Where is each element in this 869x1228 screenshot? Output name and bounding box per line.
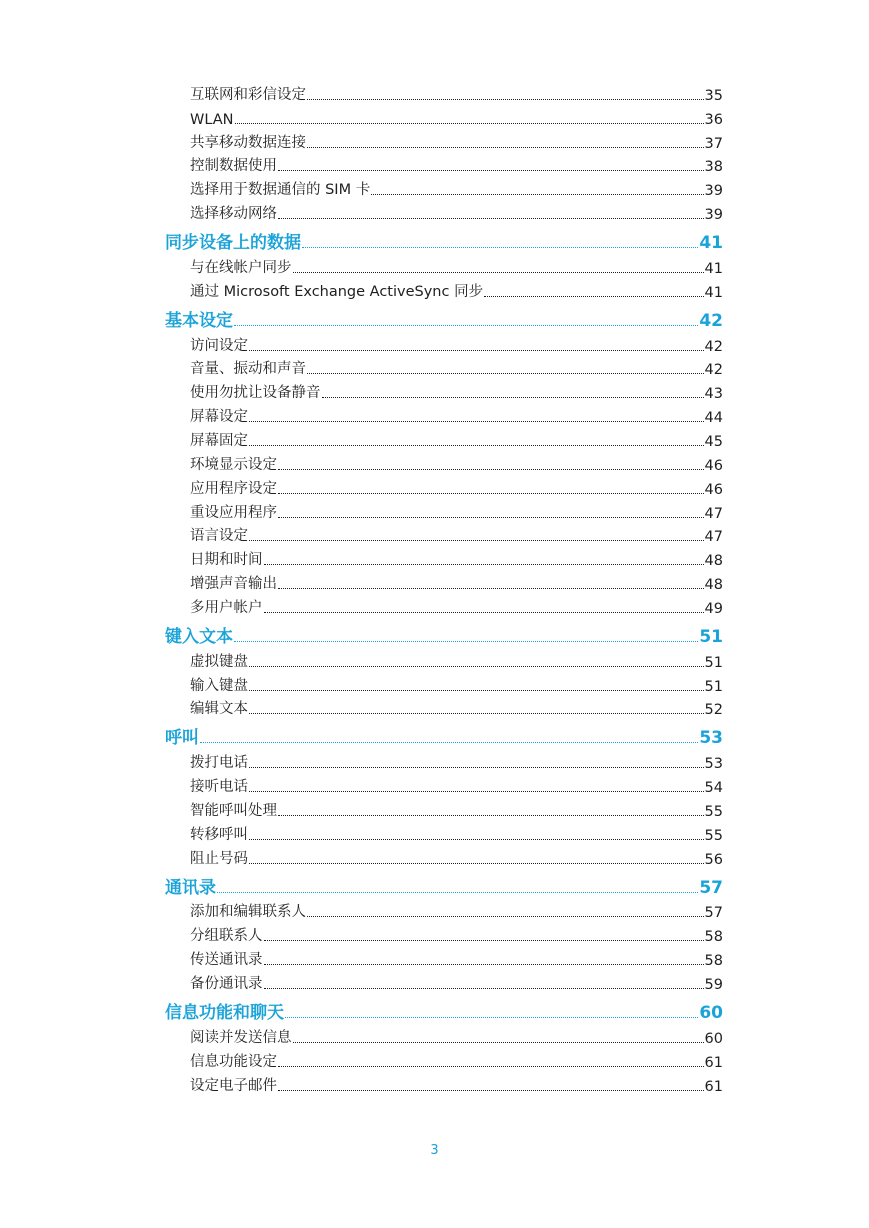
toc-entry-title: 语言设定: [190, 528, 248, 545]
dot-leader: [307, 99, 704, 100]
toc-entry-title: 阻止号码: [190, 850, 248, 867]
toc-entry-title: 基本设定: [165, 310, 233, 331]
dot-leader: [264, 940, 704, 941]
dot-leader: [264, 988, 704, 989]
toc-entry[interactable]: [165, 796, 723, 820]
toc-entry-title: 选择用于数据通信的 SIM 卡: [190, 182, 371, 199]
dot-leader: [249, 767, 704, 768]
toc-entry-page: 51: [699, 626, 723, 647]
toc-entry[interactable]: [165, 378, 723, 402]
toc-entry-title: 与在线帐户同步: [190, 259, 292, 276]
toc-entry-page: 41: [704, 284, 723, 301]
toc-entry-page: 46: [704, 457, 723, 474]
toc-entry[interactable]: [165, 277, 723, 301]
toc-entry[interactable]: [165, 450, 723, 474]
table-of-contents: [165, 80, 723, 1095]
toc-entry-title: 接听电话: [190, 779, 248, 796]
dot-leader: [307, 916, 704, 917]
toc-entry-page: 44: [704, 410, 723, 427]
toc-entry[interactable]: [165, 522, 723, 546]
toc-entry[interactable]: [165, 772, 723, 796]
toc-entry-title: 拨打电话: [190, 755, 248, 772]
toc-entry-title: 设定电子邮件: [190, 1077, 277, 1094]
toc-entry-title: 重设应用程序: [190, 504, 277, 521]
dot-leader: [234, 641, 698, 642]
toc-entry[interactable]: [165, 402, 723, 426]
dot-leader: [249, 540, 704, 541]
toc-entry-page: 41: [699, 233, 723, 254]
toc-entry[interactable]: [165, 498, 723, 522]
toc-entry-title: 信息功能和聊天: [165, 1003, 284, 1023]
toc-entry-title: 屏幕固定: [190, 432, 248, 449]
toc-entry-page: 51: [704, 678, 723, 695]
toc-entry-title: 智能呼叫处理: [190, 802, 277, 819]
toc-entry[interactable]: [165, 253, 723, 277]
toc-entry[interactable]: [165, 898, 723, 922]
toc-entry[interactable]: [165, 128, 723, 152]
toc-entry-title: 互联网和彩信设定: [190, 86, 306, 103]
toc-entry-page: 60: [704, 1030, 723, 1047]
toc-entry-page: 60: [699, 1003, 723, 1023]
dot-leader: [235, 123, 704, 124]
dot-leader: [293, 272, 704, 273]
dot-leader: [278, 469, 704, 470]
dot-leader: [249, 863, 704, 864]
toc-entry-page: 61: [704, 1078, 723, 1095]
toc-entry-page: 53: [704, 756, 723, 773]
dot-leader: [264, 564, 704, 565]
dot-leader: [249, 713, 704, 714]
dot-leader: [278, 1066, 704, 1067]
toc-entry[interactable]: [165, 1071, 723, 1095]
toc-entry-page: 47: [704, 529, 723, 546]
toc-entry[interactable]: [165, 647, 723, 671]
toc-entry-page: 56: [704, 851, 723, 868]
toc-entry-page: 55: [704, 803, 723, 820]
toc-entry-page: 47: [704, 505, 723, 522]
toc-entry[interactable]: [165, 331, 723, 355]
toc-entry-page: 48: [704, 577, 723, 594]
toc-entry-title: 控制数据使用: [190, 158, 277, 175]
toc-entry-title: 转移呼叫: [190, 826, 248, 843]
toc-entry-title: 同步设备上的数据: [165, 233, 301, 254]
toc-entry-title: 增强声音输出: [190, 576, 277, 593]
dot-leader: [249, 445, 704, 446]
toc-entry-title: 虚拟键盘: [190, 653, 248, 670]
toc-entry[interactable]: [165, 355, 723, 379]
dot-leader: [278, 815, 704, 816]
toc-entry-title: 添加和编辑联系人: [190, 904, 306, 921]
toc-entry-page: 52: [704, 702, 723, 719]
toc-entry-title: 阅读并发送信息: [190, 1029, 292, 1046]
dot-leader: [278, 588, 704, 589]
toc-entry[interactable]: [165, 695, 723, 719]
dot-leader: [249, 350, 704, 351]
toc-entry[interactable]: [165, 820, 723, 844]
toc-entry-page: 37: [704, 135, 723, 152]
toc-entry-title: 分组联系人: [190, 928, 263, 945]
toc-entry-page: 57: [699, 877, 723, 898]
toc-entry-title: 多用户帐户: [190, 599, 263, 616]
toc-entry[interactable]: [165, 80, 723, 104]
toc-entry[interactable]: [165, 426, 723, 450]
toc-entry-page: 57: [704, 905, 723, 922]
toc-entry[interactable]: [165, 921, 723, 945]
dot-leader: [264, 964, 704, 965]
toc-entry[interactable]: [165, 844, 723, 868]
toc-entry-page: 58: [704, 929, 723, 946]
toc-entry-title: 编辑文本: [190, 701, 248, 718]
toc-entry-title: 通讯录: [165, 877, 216, 898]
toc-entry-page: 39: [704, 207, 723, 224]
toc-entry-title: 使用勿扰让设备静音: [190, 385, 321, 402]
dot-leader: [293, 1042, 704, 1043]
dot-leader: [234, 325, 698, 326]
toc-entry-title: 备份通讯录: [190, 976, 263, 992]
toc-entry-page: 42: [704, 362, 723, 379]
dot-leader: [278, 170, 704, 171]
dot-leader: [200, 742, 698, 743]
toc-entry[interactable]: [165, 152, 723, 176]
toc-entry-title: 传送通讯录: [190, 952, 263, 969]
toc-entry[interactable]: [165, 569, 723, 593]
toc-entry-page: 42: [704, 338, 723, 355]
toc-entry-title: WLAN: [190, 111, 234, 128]
toc-entry-title: 应用程序设定: [190, 480, 277, 497]
dot-leader: [307, 373, 704, 374]
toc-chapter-entry[interactable]: [165, 993, 723, 1023]
toc-entry-page: 43: [704, 386, 723, 403]
toc-entry-title: 信息功能设定: [190, 1053, 277, 1070]
toc-entry-page: 42: [699, 310, 723, 331]
toc-entry-title: 音量、振动和声音: [190, 361, 306, 378]
toc-entry-page: 35: [704, 87, 723, 104]
toc-entry-title: 屏幕设定: [190, 409, 248, 426]
toc-entry[interactable]: [165, 1047, 723, 1071]
dot-leader: [278, 517, 704, 518]
dot-leader: [249, 690, 704, 691]
dot-leader: [371, 194, 703, 195]
toc-entry-title: 呼叫: [165, 728, 199, 749]
toc-entry-page: 49: [704, 600, 723, 617]
toc-entry[interactable]: [165, 748, 723, 772]
dot-leader: [278, 493, 704, 494]
toc-entry-title: 环境显示设定: [190, 456, 277, 473]
toc-entry-page: 36: [704, 111, 723, 128]
dot-leader: [302, 247, 698, 248]
toc-entry-title: 键入文本: [165, 626, 233, 647]
dot-leader: [322, 397, 704, 398]
toc-entry-page: 45: [704, 433, 723, 450]
toc-entry[interactable]: [165, 104, 723, 128]
toc-entry[interactable]: [165, 1023, 723, 1047]
dot-leader: [307, 147, 704, 148]
dot-leader: [217, 892, 698, 893]
toc-entry[interactable]: [165, 969, 723, 993]
toc-entry-title: 日期和时间: [190, 552, 263, 569]
toc-entry-page: 59: [704, 977, 723, 993]
toc-entry-title: 共享移动数据连接: [190, 134, 306, 151]
toc-entry-page: 46: [704, 481, 723, 498]
toc-entry-page: 54: [704, 780, 723, 797]
toc-entry-page: 48: [704, 553, 723, 570]
toc-chapter-entry[interactable]: [165, 718, 723, 748]
toc-entry[interactable]: [165, 474, 723, 498]
toc-entry-page: 55: [704, 827, 723, 844]
toc-entry-page: 53: [699, 728, 723, 749]
toc-entry-title: 访问设定: [190, 337, 248, 354]
toc-entry[interactable]: [165, 671, 723, 695]
dot-leader: [285, 1017, 698, 1018]
toc-entry[interactable]: [165, 593, 723, 617]
page-number: 3: [430, 1143, 439, 1158]
dot-leader: [249, 666, 704, 667]
dot-leader: [278, 1090, 704, 1091]
toc-entry[interactable]: [165, 199, 723, 223]
toc-entry[interactable]: [165, 945, 723, 969]
dot-leader: [249, 839, 704, 840]
toc-entry-title: 通过 Microsoft Exchange ActiveSync 同步: [190, 283, 484, 300]
toc-entry-page: 38: [704, 159, 723, 176]
dot-leader: [249, 421, 704, 422]
toc-entry[interactable]: [165, 175, 723, 199]
toc-entry-page: 41: [704, 260, 723, 277]
toc-entry-page: 58: [704, 953, 723, 970]
dot-leader: [264, 612, 704, 613]
dot-leader: [278, 218, 704, 219]
toc-entry-title: 输入键盘: [190, 677, 248, 694]
dot-leader: [249, 791, 704, 792]
dot-leader: [484, 296, 703, 297]
toc-chapter-entry[interactable]: [165, 617, 723, 647]
toc-entry-page: 61: [704, 1054, 723, 1071]
toc-entry-page: 39: [704, 183, 723, 200]
toc-entry-title: 选择移动网络: [190, 206, 277, 223]
toc-chapter-entry[interactable]: [165, 868, 723, 898]
toc-entry-page: 51: [704, 654, 723, 671]
toc-entry[interactable]: [165, 545, 723, 569]
toc-chapter-entry[interactable]: [165, 223, 723, 253]
toc-chapter-entry[interactable]: [165, 301, 723, 331]
